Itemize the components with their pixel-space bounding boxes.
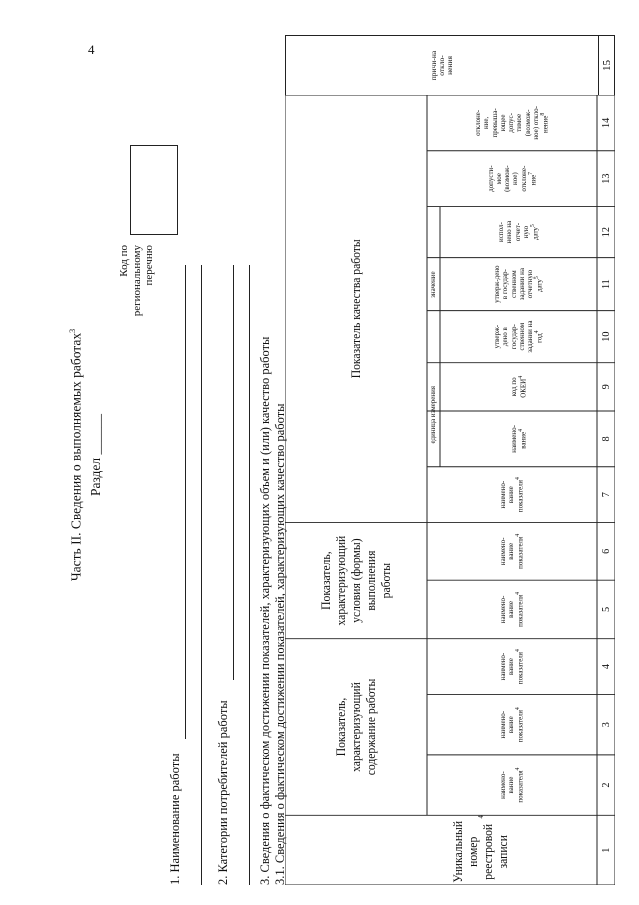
work-name-line-2	[201, 265, 202, 885]
col-number: 7	[600, 492, 612, 498]
unit-name-footnote: 4	[516, 429, 524, 432]
col-number: 8	[600, 436, 612, 442]
unit-name-header	[440, 411, 597, 467]
approved-year-header	[440, 311, 597, 363]
regional-code-label: Код по региональному перечню	[118, 245, 156, 317]
col-number: 9	[600, 384, 612, 390]
facts-quality-label: 3.1. Сведения о фактическом достижении показателей, характеризующих качество работы	[273, 403, 287, 885]
unit-name-text: наимено-вание	[508, 425, 528, 453]
indicator-name-footnote: 4	[514, 477, 522, 481]
content-group-header: Показатель, характеризующий содержание работы	[333, 678, 378, 776]
okei-code-header	[440, 363, 597, 411]
work-name-line	[185, 265, 186, 739]
section-label: Раздел ______	[88, 413, 103, 497]
indicator-name-col4	[427, 639, 597, 695]
indicator-name-text: наимено-вание показателя	[497, 770, 525, 803]
indicator-name-footnote: 4	[514, 707, 522, 711]
executed-date-footnote: 5	[529, 224, 537, 228]
deviation-reason-column	[285, 35, 615, 95]
indicator-name-col3	[427, 694, 597, 754]
work-name-label: 1. Наименование работы	[168, 753, 182, 885]
unit-group-header: единица измерения	[428, 385, 438, 444]
col-number: 14	[600, 117, 612, 128]
allowed-deviation-footnote: 7	[526, 171, 534, 175]
col-number: 4	[600, 664, 612, 670]
col-number: 15	[598, 36, 615, 95]
page-number: 4	[88, 42, 95, 57]
indicator-name-footnote: 4	[514, 591, 522, 595]
indicator-name-text: наимено-вание показателя	[497, 480, 525, 513]
unique-number-header	[285, 815, 597, 885]
indicator-name-footnote: 4	[514, 533, 522, 537]
exceeding-deviation-footnote: 8	[539, 112, 547, 116]
indicator-name-col2	[427, 755, 597, 815]
col-number: 12	[600, 226, 612, 238]
quality-group-header: Показатель качества работы	[348, 239, 363, 379]
indicator-name-col7	[427, 467, 597, 523]
exceeding-deviation-text: отклоне-ние, превыша-ющее допус-тимое (возмож-ное) откло-нение	[473, 106, 550, 140]
title-footnote: 3	[68, 328, 77, 333]
consumers-label: 2. Категории потребителей работы	[216, 700, 230, 885]
executed-date-header	[440, 207, 597, 258]
indicator-name-col6	[427, 523, 597, 581]
okei-code-text: код по ОКЕИ	[508, 377, 528, 398]
value-group-header: значение	[428, 271, 438, 298]
col-number: 3	[600, 722, 612, 728]
conditions-group-header: Показатель, характеризующий условия (формы) выполнения работы	[318, 535, 393, 626]
indicator-name-text: наимено-вание показателя	[497, 536, 525, 569]
quality-table	[285, 95, 615, 885]
approved-year-footnote: 4	[533, 330, 541, 334]
executed-date-text: испол-нено на отчет-ную дату	[496, 220, 540, 244]
facts-label: 3. Сведения о фактическом достижении показателей, характеризующих объем и (или) качество работы	[258, 336, 272, 885]
col-number: 11	[600, 279, 612, 290]
indicator-name-footnote: 4	[514, 767, 522, 771]
okei-code-footnote: 4	[516, 375, 524, 379]
unique-number-text: Уникальный номер реестровой записи	[451, 820, 510, 883]
approved-date-footnote: 5	[533, 276, 541, 280]
col-number: 2	[600, 782, 612, 788]
col-number: 6	[600, 548, 612, 554]
indicator-name-col5	[427, 580, 597, 639]
col-number: 13	[600, 173, 612, 184]
deviation-reason-header: причи-на откло-нения	[428, 50, 455, 81]
exceeding-deviation-header	[427, 95, 597, 151]
consumers-line	[233, 265, 234, 680]
rotated-page	[60, 25, 620, 885]
col-number: 5	[600, 606, 612, 612]
approved-date-text: утверж-дено в государ-ственном задании на отчетную дату	[492, 265, 544, 303]
page-title	[68, 25, 85, 885]
indicator-name-text: наимено-вание показателя	[497, 594, 525, 627]
approved-year-text: утверж-дено в государ-ственном задании на год	[492, 320, 544, 353]
col-number: 10	[600, 331, 612, 342]
indicator-name-text: наимено-вание показателя	[497, 651, 525, 685]
allowed-deviation-header	[427, 151, 597, 207]
indicator-name-footnote: 4	[514, 649, 522, 652]
title-text: Часть II. Сведения о выполняемых работах	[68, 332, 84, 582]
indicator-name-text: наимено-вание показателя	[497, 710, 525, 743]
col-number: 1	[600, 847, 612, 853]
allowed-deviation-text: допусти-мое (возмож-ное) отклоне-ние	[485, 165, 538, 192]
regional-code-box	[130, 145, 178, 235]
approved-date-header	[440, 258, 597, 311]
consumers-line-2	[249, 265, 250, 885]
unique-number-footnote: 4	[476, 815, 485, 819]
